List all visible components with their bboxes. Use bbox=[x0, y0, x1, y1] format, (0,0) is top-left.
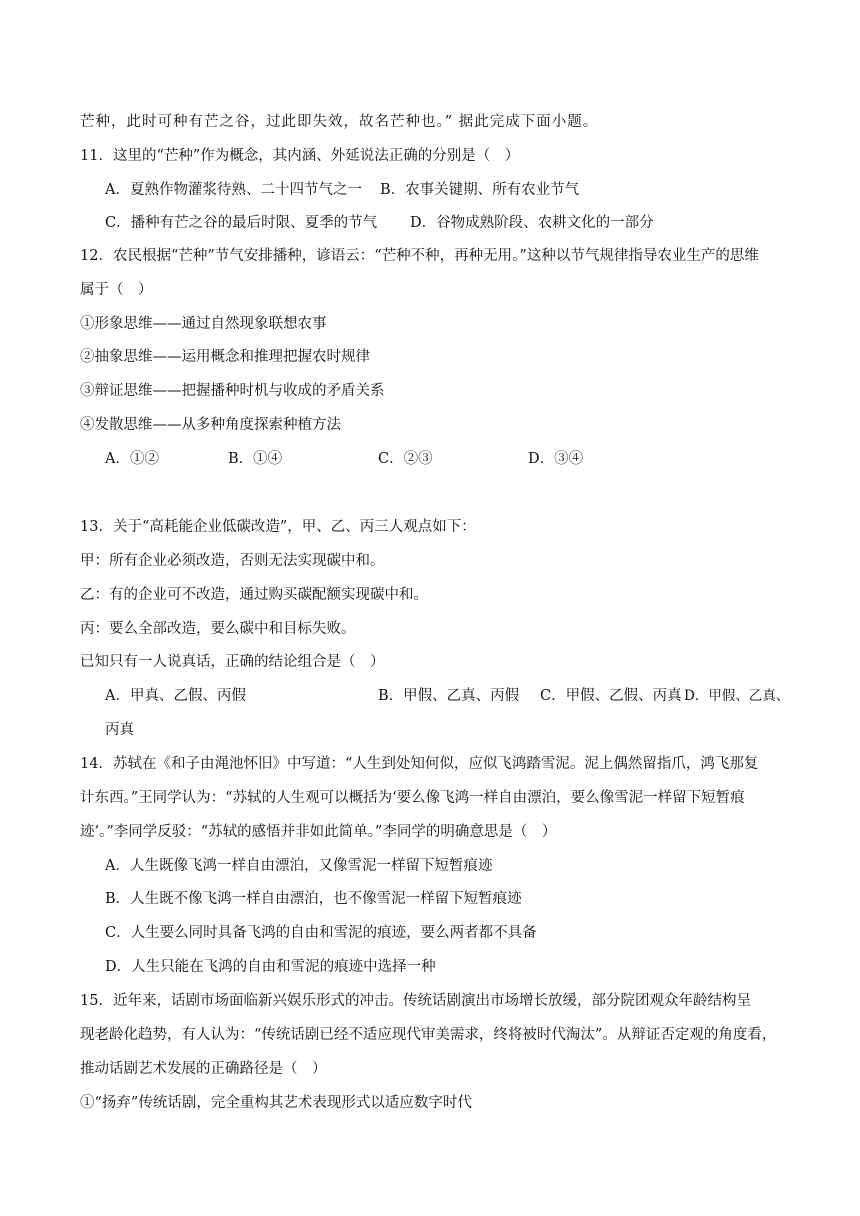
q13-option-d-continued: 丙真 bbox=[105, 722, 134, 738]
q14-stem-line-3: 迹’。”李同学反驳：“苏轼的感悟并非如此简单。”李同学的明确意思是（ ） bbox=[80, 824, 557, 840]
q12-item-3: ③辩证思维——把握播种时机与收成的矛盾关系 bbox=[80, 383, 385, 399]
q14-stem-line-2: 计东西。”王同学认为：“苏轼的人生观可以概括为‘要么像飞鸿一样自由漂泊，要么像雪泥一样留下短暂痕 bbox=[80, 790, 745, 806]
intro-tail: 芒种，此时可种有芒之谷，过此即失效，故名芒种也。” 据此完成下面小题。 bbox=[80, 114, 599, 130]
q12-item-4: ④发散思维——从多种角度探索种植方法 bbox=[80, 417, 341, 433]
q13-option-a: A．甲真、乙假、丙假 bbox=[105, 688, 246, 704]
q11-option-a: A．夏熟作物灌浆待熟、二十四节气之一 bbox=[105, 182, 362, 198]
q11-option-b: B．农事关键期、所有农业节气 bbox=[380, 182, 580, 198]
q14-option-d: D．人生只能在飞鸿的自由和雪泥的痕迹中选择一种 bbox=[105, 959, 436, 975]
q13-option-c: C．甲假、乙假、丙真 bbox=[540, 688, 682, 704]
q14-option-c: C．人生要么同时具备飞鸿的自由和雪泥的痕迹，要么两者都不具备 bbox=[105, 925, 537, 941]
q15-stem-line-3: 推动话剧艺术发展的正确路径是（ ） bbox=[80, 1061, 327, 1077]
q13-statement-jia: 甲：所有企业必须改造，否则无法实现碳中和。 bbox=[80, 553, 385, 569]
q13-question: 已知只有一人说真话，正确的结论组合是（ ） bbox=[80, 654, 385, 670]
q14-option-a: A．人生既像飞鸿一样自由漂泊，又像雪泥一样留下短暂痕迹 bbox=[105, 858, 493, 874]
q11-option-c: C．播种有芒之谷的最后时限、夏季的节气 bbox=[105, 215, 378, 231]
q12-item-1: ①形象思维——通过自然现象联想农事 bbox=[80, 316, 327, 332]
q12-stem-line-1: 12．农民根据“芒种”节气安排播种，谚语云：“芒种不种，再种无用。”这种以节气规律指导农业生产的思维 bbox=[80, 248, 759, 264]
q12-option-b: B．①④ bbox=[228, 451, 283, 467]
q15-item-1: ①“扬弃”传统话剧，完全重构其艺术表现形式以适应数字时代 bbox=[80, 1095, 472, 1111]
q12-option-a: A．①② bbox=[105, 451, 159, 467]
q15-stem-line-1: 15．近年来，话剧市场面临新兴娱乐形式的冲击。传统话剧演出市场增长放缓，部分院团观众年龄结构呈 bbox=[80, 993, 751, 1009]
q14-stem-line-1: 14．苏轼在《和子由渑池怀旧》中写道：“人生到处知何似，应似飞鸿踏雪泥。泥上偶然留指爪，鸿飞那复 bbox=[80, 756, 759, 772]
q15-stem-line-2: 现老龄化趋势，有人认为：“传统话剧已经不适应现代审美需求，终将被时代淘汰”。从辩证否定观的角度看， bbox=[80, 1027, 777, 1043]
q12-option-c: C．②③ bbox=[378, 451, 433, 467]
q11-option-d: D．谷物成熟阶段、农耕文化的一部分 bbox=[410, 215, 654, 231]
q14-option-b: B．人生既不像飞鸿一样自由漂泊，也不像雪泥一样留下短暂痕迹 bbox=[105, 891, 522, 907]
q13-statement-yi: 乙：有的企业可不改造，通过购买碳配额实现碳中和。 bbox=[80, 587, 428, 603]
q13-stem: 13．关于“高耗能企业低碳改造”，甲、乙、丙三人观点如下： bbox=[80, 519, 476, 535]
q11-stem: 11．这里的“芒种”作为概念，其内涵、外延说法正确的分别是（ ） bbox=[80, 148, 520, 164]
q13-option-d: D．甲假、乙真、 bbox=[684, 688, 790, 704]
q12-option-d: D．③④ bbox=[528, 451, 584, 467]
q12-stem-line-2: 属于（ ） bbox=[80, 282, 153, 298]
q12-item-2: ②抽象思维——运用概念和推理把握农时规律 bbox=[80, 349, 370, 365]
q13-statement-bing: 丙：要么全部改造，要么碳中和目标失败。 bbox=[80, 621, 356, 637]
q13-option-b: B．甲假、乙真、丙假 bbox=[378, 688, 520, 704]
